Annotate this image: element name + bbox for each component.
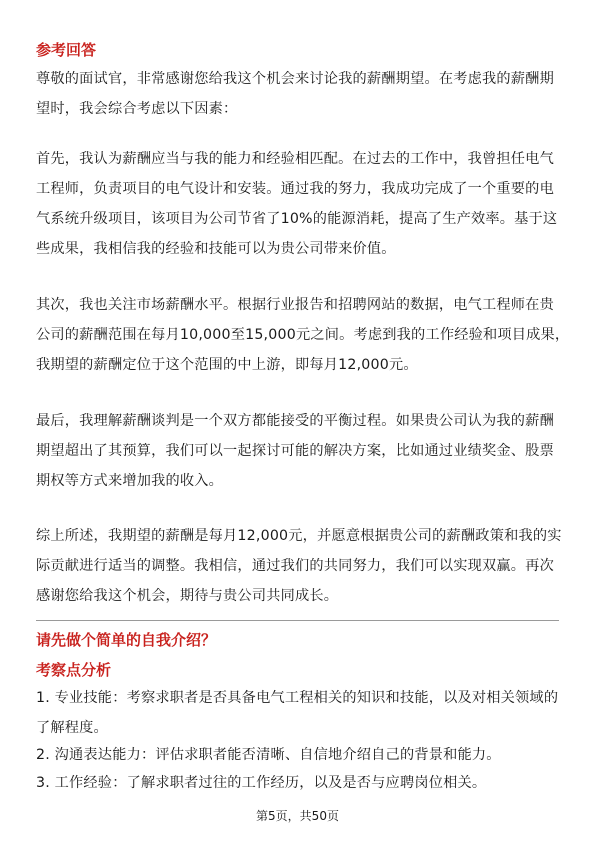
answer-paragraph-1 (36, 144, 560, 264)
page-number-footer: 第5页，共50页 (256, 809, 339, 823)
answer-p1-line-2: 工程师，负责项目的电气设计和安装。通过我的努力，我成功完成了一个重要的电 (36, 181, 554, 197)
answer-intro-line-2: 望时，我会综合考虑以下因素： (36, 101, 238, 117)
answer-p1-line-4: 些成果，我相信我的经验和技能可以为贵公司带来价值。 (36, 241, 396, 257)
answer-p4-line-2: 际贡献进行适当的调整。我相信，通过我们的共同努力，我们可以实现双赢。再次 (36, 558, 554, 574)
answer-p1-line-3: 气系统升级项目，该项目为公司节省了10%的能源消耗，提高了生产效率。基于这 (36, 211, 558, 227)
analysis-point-1-line-2: 了解程度。 (36, 720, 108, 736)
analysis-point-1-line-1: 1. 专业技能：考察求职者是否具备电气工程相关的知识和技能，以及对相关领域的 (36, 690, 559, 706)
analysis-heading: 考察点分析 (36, 661, 112, 679)
answer-paragraph-2 (36, 290, 570, 380)
answer-intro-line-1: 尊敬的面试官，非常感谢您给我这个机会来讨论我的薪酬期望。在考虑我的薪酬期 (36, 71, 554, 87)
answer-p4-line-3: 感谢您给我这个机会，期待与贵公司共同成长。 (36, 588, 339, 604)
answer-p3-line-3: 期权等方式来增加我的收入。 (36, 473, 224, 489)
answer-p3-line-2: 期望超出了其预算，我们可以一起探讨可能的解决方案，比如通过业绩奖金、股票 (36, 443, 554, 459)
answer-p2-line-1: 其次，我也关注市场薪酬水平。根据行业报告和招聘网站的数据，电气工程师在贵 (36, 297, 554, 313)
answer-p1-line-1: 首先，我认为薪酬应当与我的能力和经验相匹配。在过去的工作中，我曾担任电气 (36, 151, 554, 167)
answer-intro (36, 64, 560, 124)
analysis-point-3 (36, 768, 560, 798)
analysis-point-1 (36, 683, 560, 743)
answer-heading: 参考回答 (36, 41, 97, 59)
question-title: 请先做个简单的自我介绍？ (36, 631, 217, 649)
section-divider (36, 620, 559, 621)
answer-paragraph-3 (36, 406, 560, 496)
answer-paragraph-4 (36, 521, 560, 611)
analysis-point-2 (36, 740, 560, 770)
analysis-point-3-line-1: 3. 工作经验：了解求职者过往的工作经历，以及是否与应聘岗位相关。 (36, 775, 487, 791)
answer-p3-line-1: 最后，我理解薪酬谈判是一个双方都能接受的平衡过程。如果贵公司认为我的薪酬 (36, 413, 554, 429)
analysis-point-2-line-1: 2. 沟通表达能力：评估求职者能否清晰、自信地介绍自己的背景和能力。 (36, 747, 501, 763)
answer-p4-line-1: 综上所述，我期望的薪酬是每月12,000元，并愿意根据贵公司的薪酬政策和我的实 (36, 528, 562, 544)
answer-p2-line-2: 公司的薪酬范围在每月10,000至15,000元之间。考虑到我的工作经验和项目成果， (36, 327, 570, 343)
answer-p2-line-3: 我期望的薪酬定位于这个范围的中上游，即每月12,000元。 (36, 357, 418, 373)
